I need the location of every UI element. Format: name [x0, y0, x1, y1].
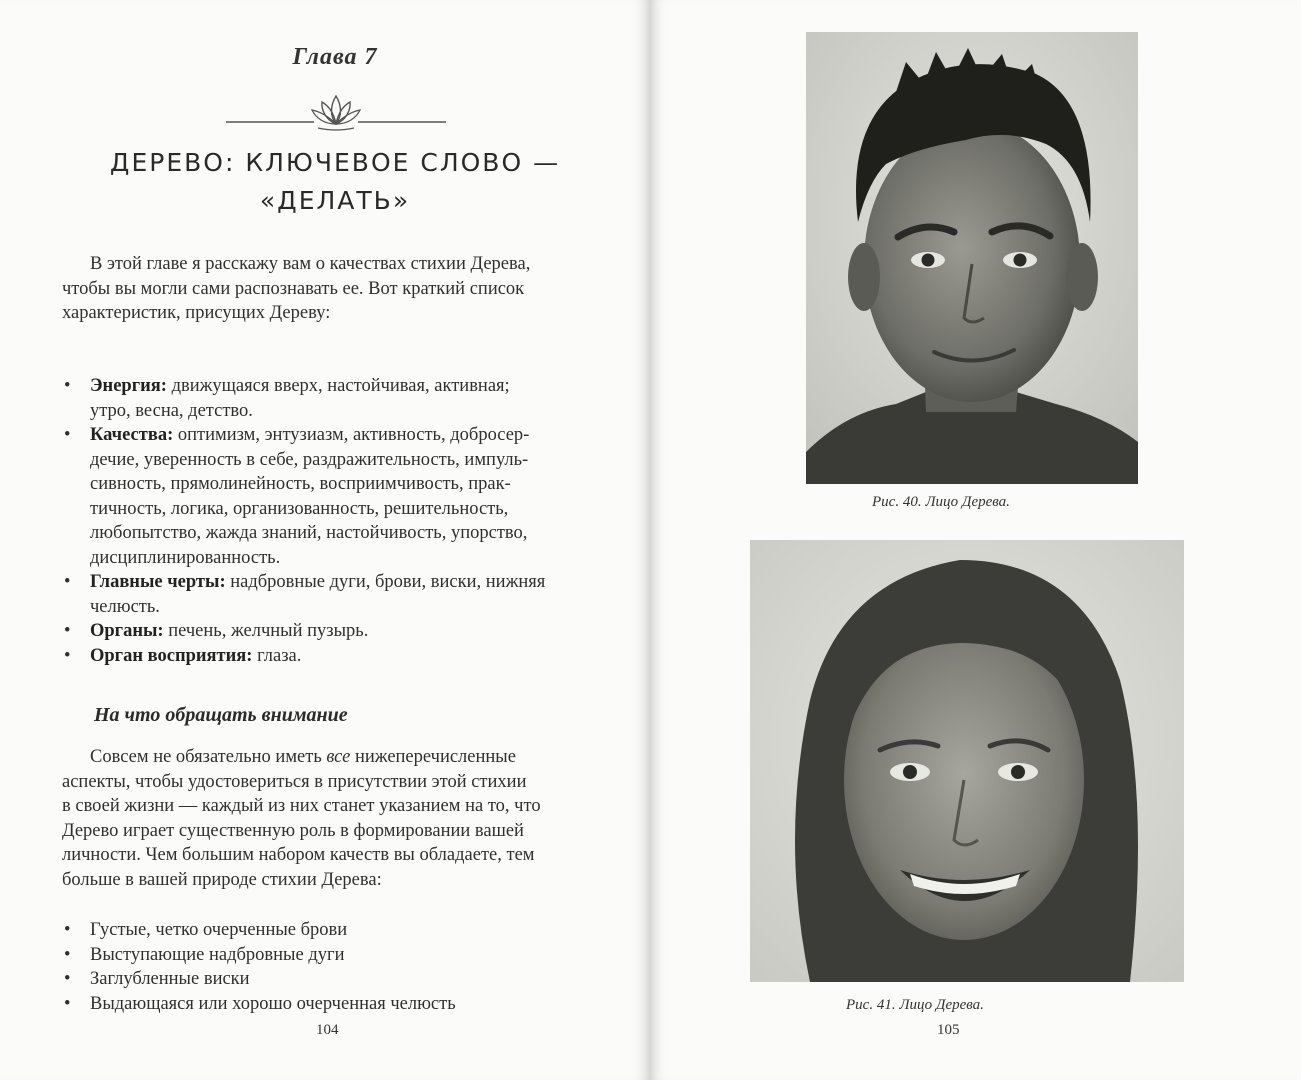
body-paragraph [62, 745, 614, 892]
trait-label: Главные черты: [90, 572, 226, 592]
list-item [62, 967, 622, 992]
text-line: в своей жизни — каждый из них станет указанием на то, что [62, 796, 541, 816]
trait-text: утро, весна, детство. [90, 400, 253, 421]
man-face-illustration [806, 32, 1138, 484]
bullet-icon: • [64, 425, 71, 445]
trait-text: челюсть. [90, 596, 160, 617]
trait-text: оптимизм, энтузиазм, активность, добросер- [173, 425, 530, 445]
feature-text: Заглубленные виски [90, 969, 250, 989]
page-number: 105 [937, 1022, 960, 1038]
trait-text: дисциплинированность. [90, 547, 281, 568]
portrait-photo-man [806, 32, 1138, 484]
trait-text: движущаяся вверх, настойчивая, активная; [166, 376, 510, 396]
bullet-icon: • [64, 621, 71, 641]
bullet-icon: • [64, 376, 71, 396]
trait-label: Качества: [90, 425, 174, 445]
trait-label: Органы: [90, 621, 164, 641]
features-list [62, 918, 622, 1016]
trait-text: тичность, логика, организованность, решительность, [90, 498, 509, 519]
bullet-icon: • [64, 645, 71, 666]
trait-text: дечие, уверенность в себе, раздражительность, импуль- [90, 449, 529, 470]
bullet-icon: • [64, 993, 71, 1014]
list-item [62, 644, 622, 669]
text-line: личности. Чем большим набором качеств вы обладаете, тем [62, 845, 535, 865]
feature-text: Выступающие надбровные дуги [90, 944, 345, 965]
trait-text: любопытство, жажда знаний, настойчивость, упорство, [90, 523, 528, 543]
figure-caption: Рис. 40. Лицо Дерева. [872, 494, 1010, 510]
intro-paragraph [62, 252, 614, 326]
portrait-photo-woman [750, 540, 1184, 982]
trait-label: Энергия: [90, 376, 167, 396]
trait-text: надбровные дуги, брови, виски, нижняя [225, 572, 546, 592]
woman-face-illustration [750, 540, 1184, 982]
text-line: чтобы вы могли сами распознавать ее. Вот краткий список [62, 278, 525, 299]
text-line: Совсем не обязательно иметь все нижеперечисленные [90, 747, 516, 767]
feature-text: Выдающаяся или хорошо очерченная челюсть [90, 993, 456, 1014]
chapter-title-line: ДЕРЕВО: КЛЮЧЕВОЕ СЛОВО — [109, 148, 561, 177]
text-line: аспекты, чтобы удостовериться в присутствии этой стихии [62, 771, 527, 792]
list-item [62, 423, 622, 570]
bullet-icon: • [64, 920, 71, 940]
trait-text: сивность, прямолинейность, восприимчивость, прак- [90, 474, 511, 494]
chapter-label: Глава 7 [292, 44, 378, 70]
page-number: 104 [316, 1022, 339, 1038]
list-item [62, 992, 622, 1017]
chapter-title-line: «ДЕЛАТЬ» [259, 186, 411, 215]
text-line: Дерево играет существенную роль в формировании вашей [62, 820, 524, 841]
bullet-icon: • [64, 944, 71, 965]
text-line: характеристик, присущих Дереву: [62, 303, 331, 323]
section-subheading: На что обращать внимание [94, 704, 348, 726]
left-page [0, 0, 650, 1080]
list-item [62, 570, 622, 619]
feature-text: Густые, четко очерченные брови [90, 920, 348, 940]
right-page [650, 0, 1301, 1080]
text-line: В этой главе я расскажу вам о качествах стихии Дерева, [90, 254, 531, 274]
figure-caption: Рис. 41. Лицо Дерева. [846, 997, 984, 1013]
chapter-title [60, 144, 610, 220]
trait-text: печень, желчный пузырь. [163, 621, 369, 641]
trait-label: Орган восприятия: [90, 645, 253, 666]
list-item [62, 374, 622, 423]
trait-text: глаза. [252, 645, 302, 666]
list-item [62, 619, 622, 644]
list-item [62, 918, 622, 943]
bullet-icon: • [64, 969, 71, 989]
text-line: больше в вашей природе стихии Дерева: [62, 869, 382, 890]
bullet-icon: • [64, 572, 71, 592]
lotus-ornament-icon [226, 92, 446, 134]
traits-list [62, 374, 622, 668]
list-item [62, 943, 622, 968]
emphasis-text: все [326, 747, 351, 767]
